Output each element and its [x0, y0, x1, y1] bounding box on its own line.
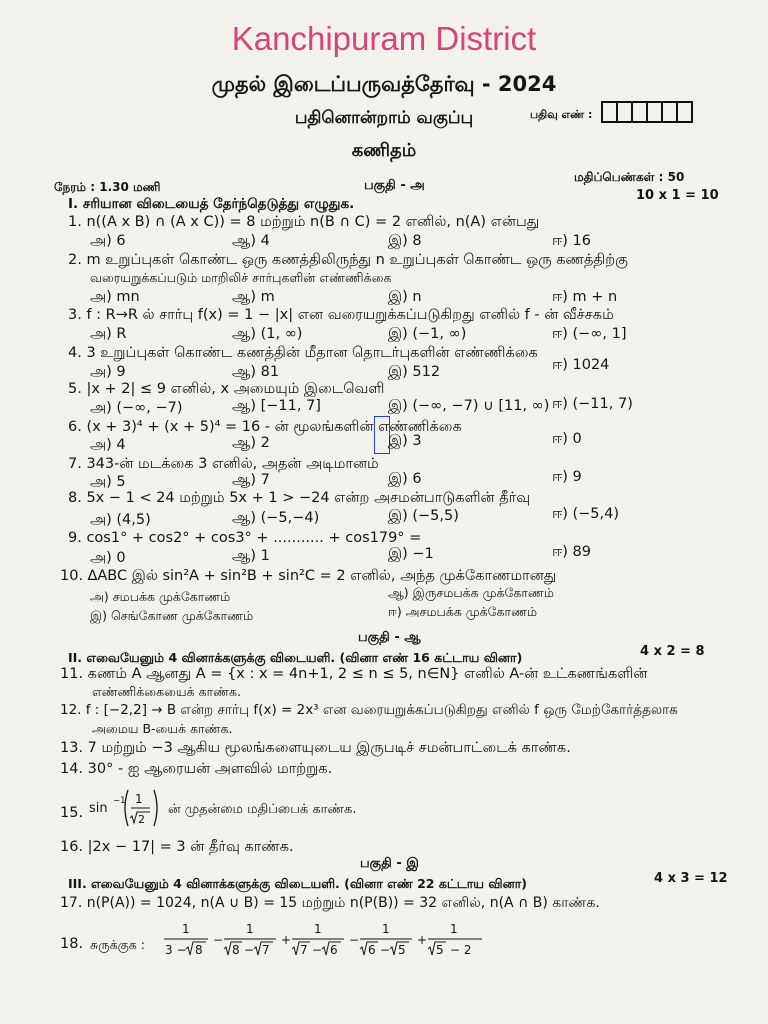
- arcsin-expression: [88, 786, 164, 830]
- part-b-score: 4 x 2 = 8: [640, 644, 705, 659]
- part-a-score: 10 x 1 = 10: [636, 188, 719, 203]
- q9-option-d: ஈ) 89: [552, 544, 591, 560]
- surd-formula-graphic: [160, 918, 500, 964]
- register-label: பதிவு எண் :: [530, 108, 593, 121]
- part-b-title: பகுதி - ஆ: [358, 630, 421, 645]
- part-a-title: பகுதி - அ: [364, 178, 425, 193]
- q5-option-b: ஆ) [−11, 7]: [232, 398, 321, 414]
- question-1: 1. n((A x B) ∩ (A x C)) = 8 மற்றும் n(B ∩ C) = 2 எனில், n(A) என்பது: [68, 214, 540, 230]
- q9-option-a: அ) 0: [90, 550, 126, 566]
- question-6: 6. (x + 3)⁴ + (x + 5)⁴ = 16 - ன் மூலங்களின் எண்ணிக்கை: [68, 419, 462, 435]
- district-title: Kanchipuram District: [231, 20, 537, 57]
- marks-info: மதிப்பெண்கள் : 50: [574, 170, 685, 184]
- svg-text:3 −: 3 −: [165, 943, 187, 957]
- q10-option-c: இ) செங்கோண முக்கோணம்: [90, 608, 254, 623]
- q4-option-d: ஈ) 1024: [552, 357, 610, 373]
- q8-option-d: ஈ) (−5,4): [552, 506, 620, 522]
- register-number-boxes: [603, 101, 693, 123]
- svg-text:1: 1: [135, 792, 143, 806]
- svg-text:−: −: [349, 933, 360, 947]
- exam-title: முதல் இடைப்பருவத்தேர்வு - 2024: [211, 72, 557, 96]
- q2-option-c: இ) n: [388, 289, 422, 305]
- question-9: 9. cos1° + cos2° + cos3° + ........... + cos179° =: [68, 530, 422, 546]
- q7-option-c: இ) 6: [388, 471, 422, 487]
- question-2-line2: வரையறுக்கப்படும் மாறிலிச் சார்புகளின் எண்ணிக்கை: [90, 270, 392, 285]
- question-15-text: ன் முதன்மை மதிப்பைக் காண்க.: [168, 802, 357, 817]
- q1-option-b: ஆ) 4: [232, 233, 270, 249]
- q1-option-c: இ) 8: [388, 233, 422, 249]
- q1-option-d: ஈ) 16: [552, 233, 591, 249]
- q2-option-a: அ) mn: [90, 289, 140, 305]
- q6-option-b: ஆ) 2: [232, 435, 270, 451]
- q7-option-a: அ) 5: [90, 474, 126, 490]
- question-18-label: சுருக்குக :: [90, 937, 145, 952]
- svg-text:6: 6: [368, 943, 376, 957]
- q3-option-d: ஈ) (−∞, 1]: [552, 326, 627, 342]
- svg-text:2: 2: [138, 813, 145, 826]
- question-8: 8. 5x − 1 < 24 மற்றும் 5x + 1 > −24 என்ற அசமன்பாடுகளின் தீர்வு: [68, 490, 531, 506]
- q4-option-a: அ) 9: [90, 364, 126, 380]
- q1-option-a: அ) 6: [90, 233, 126, 249]
- q5-option-c: இ) (−∞, −7) ∪ [11, ∞): [388, 398, 550, 414]
- svg-text:5: 5: [436, 943, 444, 957]
- svg-text:1: 1: [246, 922, 254, 936]
- svg-text:1: 1: [314, 922, 322, 936]
- arcsin-formula-graphic: [88, 786, 164, 830]
- question-5: 5. |x + 2| ≤ 9 எனில், x அமையும் இடைவெளி: [68, 381, 385, 397]
- svg-text:8: 8: [232, 943, 240, 957]
- q6-option-a: அ) 4: [90, 437, 126, 453]
- question-12: 12. f : [−2,2] → B என்ற சார்பு f(x) = 2x³ என வரையறுக்கப்படுகிறது எனில் f ஒரு மேற்கோர்த்தலாக: [60, 702, 678, 718]
- svg-text:− 2: − 2: [450, 943, 472, 957]
- question-4: 4. 3 உறுப்புகள் கொண்ட கணத்தின் மீதான தொடர்புகளின் எண்ணிக்கை: [68, 345, 538, 361]
- svg-text:−: −: [312, 943, 323, 957]
- question-12-line2: அமைய B-யைக் காண்க.: [92, 721, 233, 736]
- svg-text:−: −: [244, 943, 255, 957]
- q5-option-a: அ) (−∞, −7): [90, 400, 183, 416]
- question-18-number: 18.: [60, 936, 84, 952]
- q3-option-a: அ) R: [90, 326, 127, 342]
- svg-text:−: −: [380, 943, 391, 957]
- part-c-instruction: III. எவையேனும் 4 வினாக்களுக்கு விடையளி. (வினா எண் 22 கட்டாய வினா): [68, 876, 527, 891]
- q10-option-b: ஆ) இருசமபக்க முக்கோணம்: [388, 585, 554, 600]
- svg-text:−1: −1: [113, 796, 126, 806]
- q6-option-d: ஈ) 0: [552, 431, 582, 447]
- q4-option-c: இ) 512: [388, 364, 441, 380]
- q10-option-a: அ) சமபக்க முக்கோணம்: [90, 589, 231, 604]
- svg-text:7: 7: [300, 943, 308, 957]
- svg-text:+: +: [417, 933, 428, 947]
- svg-text:1: 1: [450, 922, 458, 936]
- q8-option-c: இ) (−5,5): [388, 508, 459, 524]
- q2-option-b: ஆ) m: [232, 289, 275, 305]
- q7-option-b: ஆ) 7: [232, 472, 270, 488]
- svg-text:+: +: [281, 933, 292, 947]
- question-13: 13. 7 மற்றும் −3 ஆகிய மூலங்களையுடைய இருபடிச் சமன்பாட்டைக் காண்க.: [60, 740, 571, 756]
- q8-option-a: அ) (4,5): [90, 512, 151, 528]
- svg-text:5: 5: [398, 943, 406, 957]
- time-info: நேரம் : 1.30 மணி: [54, 180, 161, 194]
- class-title: பதினொன்றாம் வகுப்பு: [294, 108, 474, 128]
- question-7: 7. 343-ன் மடக்கை 3 எனில், அதன் அடிமானம்: [68, 456, 379, 472]
- question-16: 16. |2x − 17| = 3 ன் தீர்வு காண்க.: [60, 839, 294, 855]
- svg-text:−: −: [213, 933, 224, 947]
- q9-option-b: ஆ) 1: [232, 548, 270, 564]
- question-15-number: 15.: [60, 805, 84, 821]
- q7-option-d: ஈ) 9: [552, 469, 582, 485]
- svg-text:6: 6: [330, 943, 338, 957]
- part-c-title: பகுதி - இ: [360, 856, 419, 871]
- part-b-instruction: II. எவையேனும் 4 வினாக்களுக்கு விடையளி. (வினா எண் 16 கட்டாய வினா): [68, 650, 523, 665]
- svg-text:8: 8: [195, 943, 203, 957]
- q2-option-d: ஈ) m + n: [552, 289, 618, 305]
- q6-option-c: இ) 3: [388, 433, 422, 449]
- svg-text:sin: sin: [89, 801, 108, 816]
- register-box: [676, 101, 693, 123]
- q5-option-d: ஈ) (−11, 7): [552, 396, 633, 412]
- surd-expression: [160, 918, 500, 964]
- question-2: 2. m உறுப்புகள் கொண்ட ஒரு கணத்திலிருந்து n உறுப்புகள் கொண்ட ஒரு கணத்திற்கு: [68, 252, 628, 268]
- question-3: 3. f : R→R ல் சார்பு f(x) = 1 − |x| என வரையறுக்கப்படுகிறது எனில் f - ன் வீச்சகம்: [68, 307, 614, 323]
- q4-option-b: ஆ) 81: [232, 364, 280, 380]
- question-10: 10. ∆ABC இல் sin²A + sin²B + sin²C = 2 எனில், அந்த முக்கோணமானது: [60, 568, 557, 584]
- svg-text:1: 1: [182, 922, 190, 936]
- question-11-line2: எண்ணிக்கையைக் காண்க.: [92, 684, 241, 699]
- q3-option-c: இ) (−1, ∞): [388, 326, 467, 342]
- svg-text:1: 1: [382, 922, 390, 936]
- question-17: 17. n(P(A)) = 1024, n(A ∪ B) = 15 மற்றும் n(P(B)) = 32 எனில், n(A ∩ B) காண்க.: [60, 895, 600, 911]
- q9-option-c: இ) −1: [388, 546, 434, 562]
- part-a-instruction: I. சரியான விடையைத் தேர்ந்தெடுத்து எழுதுக.: [68, 196, 355, 212]
- q8-option-b: ஆ) (−5,−4): [232, 510, 320, 526]
- q10-option-d: ஈ) அசமபக்க முக்கோணம்: [388, 604, 538, 619]
- subject-title: கணிதம்: [351, 140, 417, 161]
- q3-option-b: ஆ) (1, ∞): [232, 326, 303, 342]
- question-11: 11. கணம் A ஆனது A = {x : x = 4n+1, 2 ≤ n ≤ 5, n∈N} எனில் A-ன் உட்கணங்களின்: [60, 666, 648, 682]
- question-14: 14. 30° - ஐ ஆரையன் அளவில் மாற்றுக.: [60, 761, 333, 777]
- svg-text:7: 7: [262, 943, 270, 957]
- part-c-score: 4 x 3 = 12: [654, 871, 728, 886]
